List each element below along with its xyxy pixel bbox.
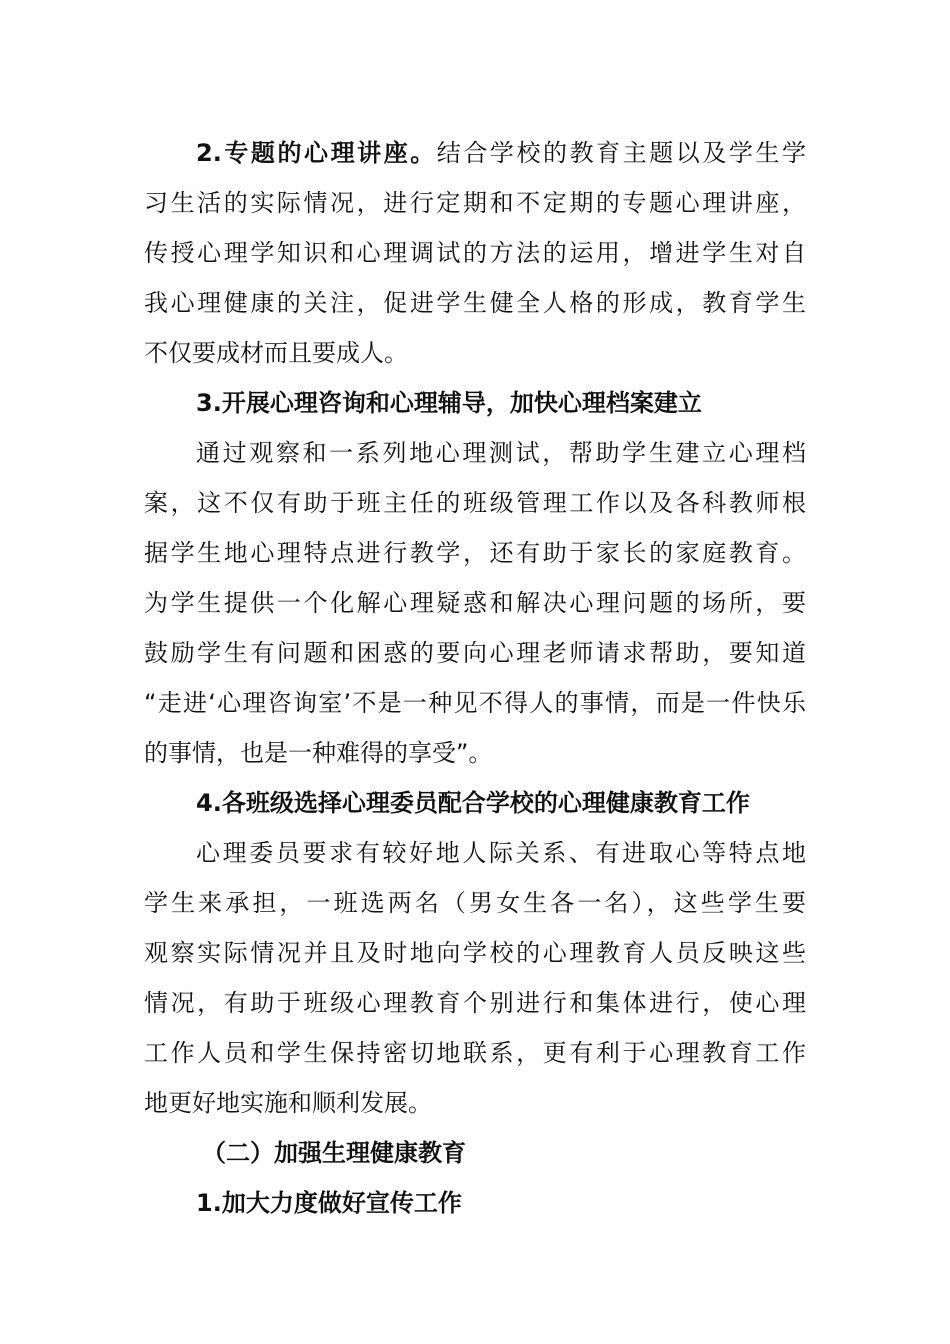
heading-counseling: 3.开展心理咨询和心理辅导，加快心理档案建立 [196, 389, 702, 417]
lecture-text: 结合学校的教育主题以及学生学 [436, 139, 806, 167]
heading-publicity: 1.加大力度做好宣传工作 [196, 1189, 462, 1217]
paragraph-committee-line-1: 心理委员要求有较好地人际关系、有进取心等特点地 [196, 839, 806, 867]
paragraph-committee-line-2: 学生来承担，一班选两名（男女生各一名），这些学生要 [144, 889, 806, 917]
paragraph-counseling-line-2: 案，这不仅有助于班主任的班级管理工作以及各科教师根 [144, 489, 806, 517]
paragraph-lecture-line-4: 我心理健康的关注，促进学生健全人格的形成，教育学生 [144, 289, 806, 317]
paragraph-lecture-line-1 [144, 128, 806, 178]
section-heading-physical-health: （二）加强生理健康教育 [202, 1139, 466, 1167]
paragraph-counseling-line-7: 的事情，也是一种难得的享受”。 [144, 739, 493, 767]
lecture-heading: 2.专题的心理讲座。 [196, 139, 437, 167]
paragraph-counseling-line-5: 鼓励学生有问题和困惑的要向心理老师请求帮助，要知道 [144, 639, 806, 667]
document-page [144, 128, 806, 1228]
paragraph-counseling-line-1: 通过观察和一系列地心理测试，帮助学生建立心理档 [196, 439, 806, 467]
paragraph-lecture-line-2: 习生活的实际情况，进行定期和不定期的专题心理讲座， [144, 189, 806, 217]
heading-class-committee: 4.各班级选择心理委员配合学校的心理健康教育工作 [196, 789, 750, 817]
paragraph-counseling-line-6: “走进‘心理咨询室’不是一种见不得人的事情，而是一件快乐 [144, 689, 806, 717]
paragraph-lecture-line-3: 传授心理学知识和心理调试的方法的运用，增进学生对自 [144, 239, 806, 267]
paragraph-committee-line-6: 地更好地实施和顺利发展。 [144, 1089, 432, 1117]
paragraph-committee-line-3: 观察实际情况并且及时地向学校的心理教育人员反映这些 [144, 939, 806, 967]
paragraph-committee-line-4: 情况，有助于班级心理教育个别进行和集体进行，使心理 [144, 989, 806, 1017]
paragraph-counseling-line-3: 据学生地心理特点进行教学，还有助于家长的家庭教育。 [144, 539, 806, 567]
paragraph-lecture-line-5: 不仅要成材而且要成人。 [144, 339, 408, 367]
paragraph-committee-line-5: 工作人员和学生保持密切地联系，更有利于心理教育工作 [144, 1039, 806, 1067]
paragraph-counseling-line-4: 为学生提供一个化解心理疑惑和解决心理问题的场所，要 [144, 589, 806, 617]
